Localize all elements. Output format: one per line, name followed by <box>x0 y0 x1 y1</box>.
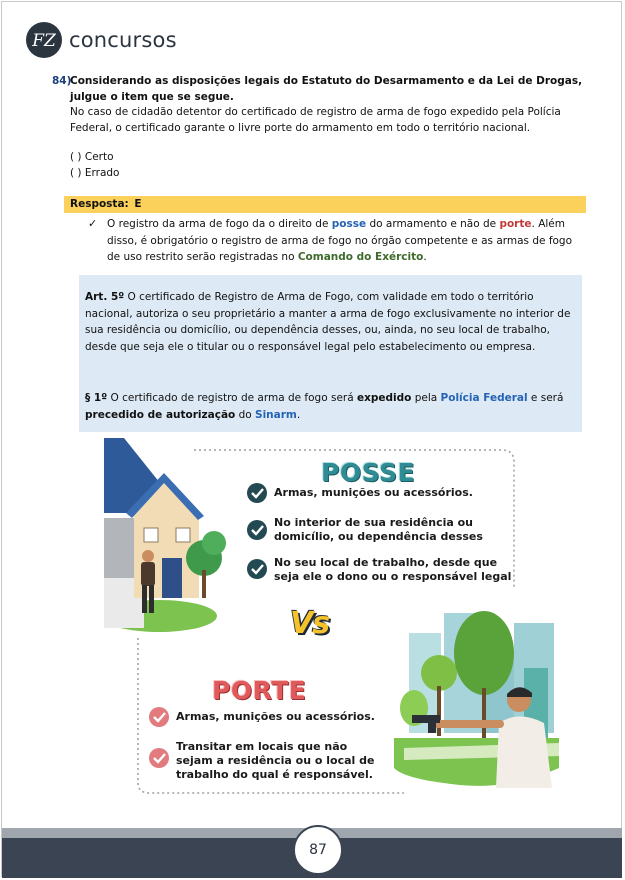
page-number: 87 <box>293 825 343 875</box>
question-stem: Considerando as disposições legais do Estatuto do Desarmamento e da Lei de Drogas, julgue o item que se segue. <box>70 75 583 103</box>
explanation <box>90 216 587 266</box>
answer-label: Resposta: <box>70 198 129 210</box>
posse-title: POSSE <box>321 458 416 487</box>
law-article: Art. 5º O certificado de Registro de Arma de Fogo, com validade em todo o território nacional, autoriza o seu proprietário a manter a arma de fogo exclusivamente no interior de sua residência ou domicílio, ou dependência desses, ou, ainda, no seu local de trabalho, desde que seja ele o titular ou o responsável legal pelo estabelecimento ou empresa. <box>85 291 571 353</box>
option-certo[interactable]: ( ) Certo <box>70 151 114 163</box>
posse-check-icons <box>247 483 267 579</box>
question-number: 84) <box>52 75 72 87</box>
explanation-text: O registro da arma de fogo da o direito de posse do armamento e não de porte. Além disso, é obrigatório o registro de arma de fogo no órgão competente e as armas de fogo de uso restrito serão registradas no Comando do Exército. <box>107 218 573 263</box>
svg-text:FZ: FZ <box>32 31 56 51</box>
law-paragraph: § 1º O certificado de registro de arma de fogo será expedido pela Polícia Federal e será precedido de autorização do Sinarm. <box>85 392 564 421</box>
vs-label: Vs <box>290 606 330 641</box>
brand-name: concursos <box>69 28 177 52</box>
answer-letter: E <box>134 198 142 210</box>
keyword-posse: posse <box>331 218 367 230</box>
brand-logo <box>25 20 177 60</box>
posse-item-2: No interior de sua residência ou domicílio, ou dependência desses <box>274 516 483 543</box>
question-body: No caso de cidadão detentor do certificado de registro de arma de fogo expedido pela Polícia Federal, o certificado garante o livre porte do armamento em todo o território nacional. <box>70 106 561 134</box>
answer-bar <box>64 196 586 213</box>
porte-check-icons <box>149 707 169 768</box>
posse-item-1: Armas, munições ou acessórios. <box>274 486 473 499</box>
house-icon <box>104 438 217 632</box>
keyword-comando: Comando do Exército <box>297 251 424 263</box>
checkmark-icon: ✓ <box>88 217 98 230</box>
porte-item-2: Transitar em locais que não sejam a residência ou o local de trabalho do qual é responsável. <box>176 740 375 781</box>
option-errado[interactable]: ( ) Errado <box>70 166 120 179</box>
answer-options <box>70 150 119 181</box>
posse-item-3: No seu local de trabalho, desde que seja ele o dono ou o responsável legal <box>274 556 512 583</box>
fz-logo-icon <box>25 21 63 59</box>
law-excerpt <box>79 275 582 432</box>
question-block <box>52 74 592 136</box>
keyword-porte: porte <box>499 218 532 230</box>
porte-title: PORTE <box>212 676 307 705</box>
posse-vs-porte-infographic <box>104 438 564 803</box>
porte-item-1: Armas, munições ou acessórios. <box>176 710 375 723</box>
